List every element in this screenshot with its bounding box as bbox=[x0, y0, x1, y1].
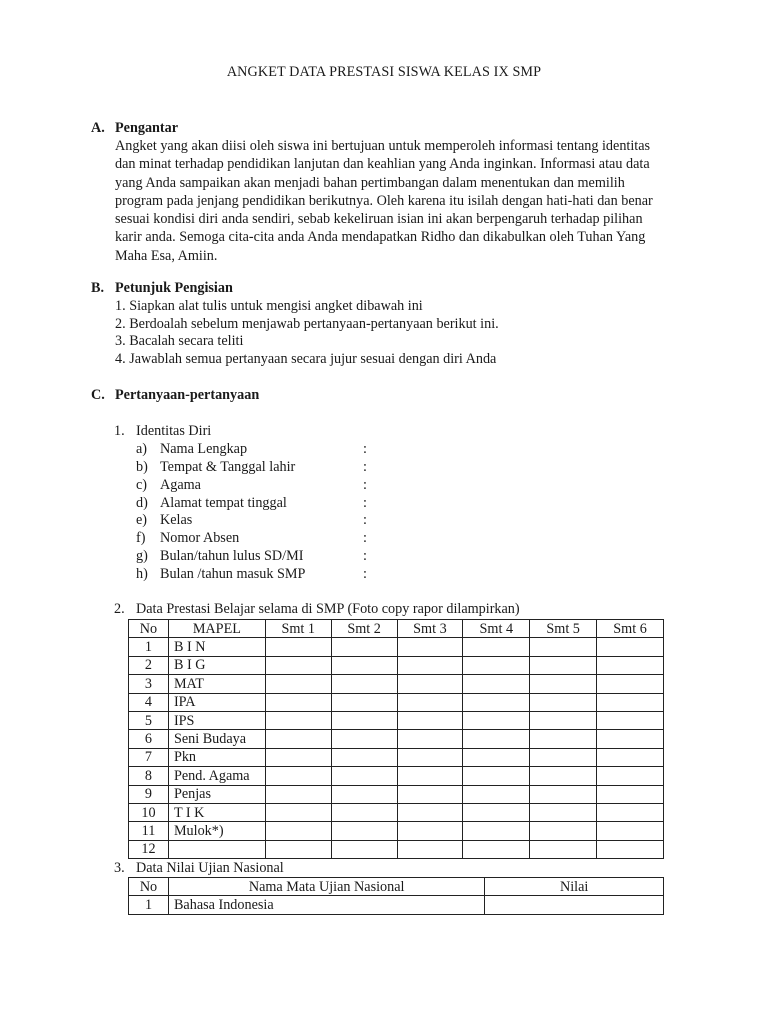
field-label: Tempat & Tanggal lahir bbox=[160, 459, 296, 475]
row-number: 2 bbox=[129, 656, 169, 674]
table-row bbox=[129, 711, 664, 729]
subject-name: Penjas bbox=[168, 785, 265, 803]
grade-cell-smt-5[interactable] bbox=[530, 785, 597, 803]
row-number: 8 bbox=[129, 767, 169, 785]
grade-cell-smt-5[interactable] bbox=[530, 767, 597, 785]
subject-name: MAT bbox=[168, 675, 265, 693]
field-label: Bulan/tahun lulus SD/MI bbox=[160, 548, 304, 564]
grade-cell-smt-6[interactable] bbox=[597, 748, 664, 766]
row-number: 9 bbox=[129, 785, 169, 803]
header-smt-6: Smt 6 bbox=[597, 620, 664, 638]
document-title: ANGKET DATA PRESTASI SISWA KELAS IX SMP bbox=[226, 64, 542, 80]
subject-name: IPS bbox=[168, 711, 265, 729]
grade-cell-smt-5[interactable] bbox=[530, 803, 597, 821]
table-header-row bbox=[129, 878, 664, 896]
grade-cell-smt-1[interactable] bbox=[265, 730, 331, 748]
question-2-number: 2. bbox=[114, 601, 125, 617]
grade-cell-smt-2[interactable] bbox=[331, 840, 397, 858]
subject-name: Pend. Agama bbox=[168, 767, 265, 785]
grade-cell-smt-3[interactable] bbox=[397, 675, 463, 693]
subject-name: T I K bbox=[168, 803, 265, 821]
grade-cell-smt-3[interactable] bbox=[397, 638, 463, 656]
question-1-title: Identitas Diri bbox=[136, 423, 212, 439]
row-number: 1 bbox=[129, 896, 169, 914]
table-header-row bbox=[129, 620, 664, 638]
grade-cell-smt-4[interactable] bbox=[463, 785, 530, 803]
grade-cell-smt-4[interactable] bbox=[463, 675, 530, 693]
field-colon: : bbox=[363, 441, 367, 457]
header-smt-1: Smt 1 bbox=[265, 620, 331, 638]
grade-cell-smt-6[interactable] bbox=[597, 693, 664, 711]
field-colon: : bbox=[363, 495, 367, 511]
exam-score-cell[interactable] bbox=[485, 896, 664, 914]
grade-cell-smt-6[interactable] bbox=[597, 840, 664, 858]
section-a-title: Pengantar bbox=[115, 120, 179, 136]
header-smt-3: Smt 3 bbox=[397, 620, 463, 638]
row-number: 7 bbox=[129, 748, 169, 766]
grade-cell-smt-1[interactable] bbox=[265, 638, 331, 656]
table-row bbox=[129, 785, 664, 803]
grade-cell-smt-3[interactable] bbox=[397, 748, 463, 766]
row-number: 12 bbox=[129, 840, 169, 858]
grade-cell-smt-3[interactable] bbox=[397, 840, 463, 858]
paragraph-line: dan minat terhadap pendidikan lanjutan dan keahlian yang Anda inginkan. Informasi atau data bbox=[115, 156, 650, 173]
grade-cell-smt-4[interactable] bbox=[463, 730, 530, 748]
section-b-letter: B. bbox=[91, 280, 105, 296]
grade-cell-smt-1[interactable] bbox=[265, 693, 331, 711]
section-c-letter: C. bbox=[91, 387, 105, 403]
field-letter: e) bbox=[136, 512, 148, 528]
paragraph-line: sesuai kondisi diri anda sendiri, sebab kekeliruan isian ini akan berpengaruh terhadap pilihan bbox=[115, 211, 643, 228]
grade-cell-smt-6[interactable] bbox=[597, 711, 664, 729]
exam-subject-name: Bahasa Indonesia bbox=[168, 896, 484, 914]
grade-cell-smt-1[interactable] bbox=[265, 748, 331, 766]
grade-cell-smt-2[interactable] bbox=[331, 785, 397, 803]
table-row bbox=[129, 748, 664, 766]
field-label: Alamat tempat tinggal bbox=[160, 495, 287, 511]
field-colon: : bbox=[363, 566, 367, 582]
table-row bbox=[129, 730, 664, 748]
grade-cell-smt-1[interactable] bbox=[265, 822, 331, 840]
subject-name: B I G bbox=[168, 656, 265, 674]
grade-cell-smt-6[interactable] bbox=[597, 785, 664, 803]
grades-table bbox=[128, 619, 664, 859]
table-row bbox=[129, 693, 664, 711]
field-letter: d) bbox=[136, 495, 148, 511]
grade-cell-smt-4[interactable] bbox=[463, 693, 530, 711]
grade-cell-smt-4[interactable] bbox=[463, 711, 530, 729]
grade-cell-smt-3[interactable] bbox=[397, 730, 463, 748]
grade-cell-smt-5[interactable] bbox=[530, 730, 597, 748]
field-letter: b) bbox=[136, 459, 148, 475]
grade-cell-smt-5[interactable] bbox=[530, 822, 597, 840]
subject-name: B I N bbox=[168, 638, 265, 656]
grade-cell-smt-3[interactable] bbox=[397, 711, 463, 729]
grade-cell-smt-3[interactable] bbox=[397, 693, 463, 711]
grade-cell-smt-6[interactable] bbox=[597, 730, 664, 748]
paragraph-line: karir anda. Semoga cita-cita anda Anda mendapatkan Ridho dan dikabulkan oleh Tuhan Yang bbox=[115, 229, 646, 246]
grade-cell-smt-6[interactable] bbox=[597, 675, 664, 693]
grade-cell-smt-2[interactable] bbox=[331, 767, 397, 785]
subject-name: IPA bbox=[168, 693, 265, 711]
paragraph-line: Angket yang akan diisi oleh siswa ini bertujuan untuk memperoleh informasi tentang identitas bbox=[115, 138, 651, 154]
grade-cell-smt-6[interactable] bbox=[597, 822, 664, 840]
grade-cell-smt-4[interactable] bbox=[463, 822, 530, 840]
grade-cell-smt-4[interactable] bbox=[463, 767, 530, 785]
grade-cell-smt-2[interactable] bbox=[331, 803, 397, 821]
header-no: No bbox=[129, 620, 169, 638]
grade-cell-smt-6[interactable] bbox=[597, 803, 664, 821]
grade-cell-smt-1[interactable] bbox=[265, 711, 331, 729]
instruction-item: 2. Berdoalah sebelum menjawab pertanyaan-pertanyaan berikut ini. bbox=[115, 316, 499, 332]
grade-cell-smt-3[interactable] bbox=[397, 803, 463, 821]
question-3-number: 3. bbox=[114, 860, 125, 876]
grade-cell-smt-5[interactable] bbox=[530, 656, 597, 674]
table-row bbox=[129, 803, 664, 821]
table-row bbox=[129, 675, 664, 693]
grade-cell-smt-2[interactable] bbox=[331, 822, 397, 840]
question-1-number: 1. bbox=[114, 423, 125, 439]
section-c-title: Pertanyaan-pertanyaan bbox=[115, 387, 260, 403]
header-smt-2: Smt 2 bbox=[331, 620, 397, 638]
field-colon: : bbox=[363, 548, 367, 564]
grade-cell-smt-4[interactable] bbox=[463, 803, 530, 821]
grade-cell-smt-6[interactable] bbox=[597, 638, 664, 656]
row-number: 6 bbox=[129, 730, 169, 748]
paragraph-line: program pada jenjang pendidikan berikutnya. Oleh karena itu isilah dengan hati-hati dan benar bbox=[115, 192, 653, 209]
grade-cell-smt-5[interactable] bbox=[530, 711, 597, 729]
grade-cell-smt-5[interactable] bbox=[530, 748, 597, 766]
grade-cell-smt-3[interactable] bbox=[397, 822, 463, 840]
field-label: Nomor Absen bbox=[160, 530, 240, 546]
grade-cell-smt-2[interactable] bbox=[331, 711, 397, 729]
grade-cell-smt-1[interactable] bbox=[265, 656, 331, 674]
field-letter: c) bbox=[136, 477, 148, 493]
field-letter: h) bbox=[136, 566, 148, 582]
question-2-title: Data Prestasi Belajar selama di SMP (Foto copy rapor dilampirkan) bbox=[136, 601, 520, 617]
field-colon: : bbox=[363, 530, 367, 546]
row-number: 4 bbox=[129, 693, 169, 711]
table-row bbox=[129, 896, 664, 914]
field-label: Nama Lengkap bbox=[160, 441, 248, 457]
section-a-paragraph bbox=[115, 137, 687, 265]
grade-cell-smt-2[interactable] bbox=[331, 675, 397, 693]
grade-cell-smt-4[interactable] bbox=[463, 656, 530, 674]
field-letter: g) bbox=[136, 548, 148, 564]
grade-cell-smt-2[interactable] bbox=[331, 693, 397, 711]
header-no: No bbox=[129, 878, 169, 896]
grade-cell-smt-6[interactable] bbox=[597, 656, 664, 674]
grade-cell-smt-3[interactable] bbox=[397, 785, 463, 803]
grade-cell-smt-2[interactable] bbox=[331, 638, 397, 656]
field-colon: : bbox=[363, 477, 367, 493]
header-subject-name: Nama Mata Ujian Nasional bbox=[168, 878, 484, 896]
row-number: 3 bbox=[129, 675, 169, 693]
field-letter: a) bbox=[136, 441, 148, 457]
grade-cell-smt-4[interactable] bbox=[463, 748, 530, 766]
table-row bbox=[129, 822, 664, 840]
grade-cell-smt-4[interactable] bbox=[463, 638, 530, 656]
grade-cell-smt-5[interactable] bbox=[530, 675, 597, 693]
header-smt-5: Smt 5 bbox=[530, 620, 597, 638]
national-exam-table bbox=[128, 877, 664, 915]
table-row bbox=[129, 638, 664, 656]
grade-cell-smt-1[interactable] bbox=[265, 803, 331, 821]
grade-cell-smt-2[interactable] bbox=[331, 656, 397, 674]
grade-cell-smt-1[interactable] bbox=[265, 767, 331, 785]
grade-cell-smt-5[interactable] bbox=[530, 638, 597, 656]
section-b-heading bbox=[91, 280, 233, 297]
paragraph-line: Maha Esa, Amiin. bbox=[115, 247, 218, 264]
row-number: 1 bbox=[129, 638, 169, 656]
table-row bbox=[129, 656, 664, 674]
header-smt-4: Smt 4 bbox=[463, 620, 530, 638]
instruction-item: 1. Siapkan alat tulis untuk mengisi angket dibawah ini bbox=[115, 298, 423, 314]
field-label: Bulan /tahun masuk SMP bbox=[160, 566, 306, 582]
section-b-title: Petunjuk Pengisian bbox=[115, 280, 233, 296]
header-score: Nilai bbox=[485, 878, 664, 896]
subject-name: Pkn bbox=[168, 748, 265, 766]
grade-cell-smt-6[interactable] bbox=[597, 767, 664, 785]
grade-cell-smt-1[interactable] bbox=[265, 840, 331, 858]
subject-name bbox=[168, 840, 265, 858]
grade-cell-smt-2[interactable] bbox=[331, 730, 397, 748]
paragraph-line: yang Anda sampaikan akan menjadi bahan pertimbangan dalam menentukan dan memilih bbox=[115, 174, 625, 191]
question-3-title: Data Nilai Ujian Nasional bbox=[136, 860, 284, 876]
field-label: Kelas bbox=[160, 512, 193, 528]
table-row bbox=[129, 767, 664, 785]
header-mapel: MAPEL bbox=[168, 620, 265, 638]
row-number: 5 bbox=[129, 711, 169, 729]
field-colon: : bbox=[363, 459, 367, 475]
field-letter: f) bbox=[136, 530, 146, 546]
section-a-heading bbox=[91, 120, 178, 137]
instruction-item: 4. Jawablah semua pertanyaan secara jujur sesuai dengan diri Anda bbox=[115, 351, 497, 367]
grade-cell-smt-1[interactable] bbox=[265, 785, 331, 803]
section-c-heading bbox=[91, 387, 259, 404]
field-label: Agama bbox=[160, 477, 201, 493]
grade-cell-smt-3[interactable] bbox=[397, 656, 463, 674]
field-colon: : bbox=[363, 512, 367, 528]
grade-cell-smt-2[interactable] bbox=[331, 748, 397, 766]
grade-cell-smt-5[interactable] bbox=[530, 840, 597, 858]
grade-cell-smt-4[interactable] bbox=[463, 840, 530, 858]
row-number: 11 bbox=[129, 822, 169, 840]
grade-cell-smt-1[interactable] bbox=[265, 675, 331, 693]
table-row bbox=[129, 840, 664, 858]
subject-name: Mulok*) bbox=[168, 822, 265, 840]
instruction-item: 3. Bacalah secara teliti bbox=[115, 333, 244, 349]
grade-cell-smt-3[interactable] bbox=[397, 767, 463, 785]
section-a-letter: A. bbox=[91, 120, 105, 136]
grade-cell-smt-5[interactable] bbox=[530, 693, 597, 711]
subject-name: Seni Budaya bbox=[168, 730, 265, 748]
row-number: 10 bbox=[129, 803, 169, 821]
